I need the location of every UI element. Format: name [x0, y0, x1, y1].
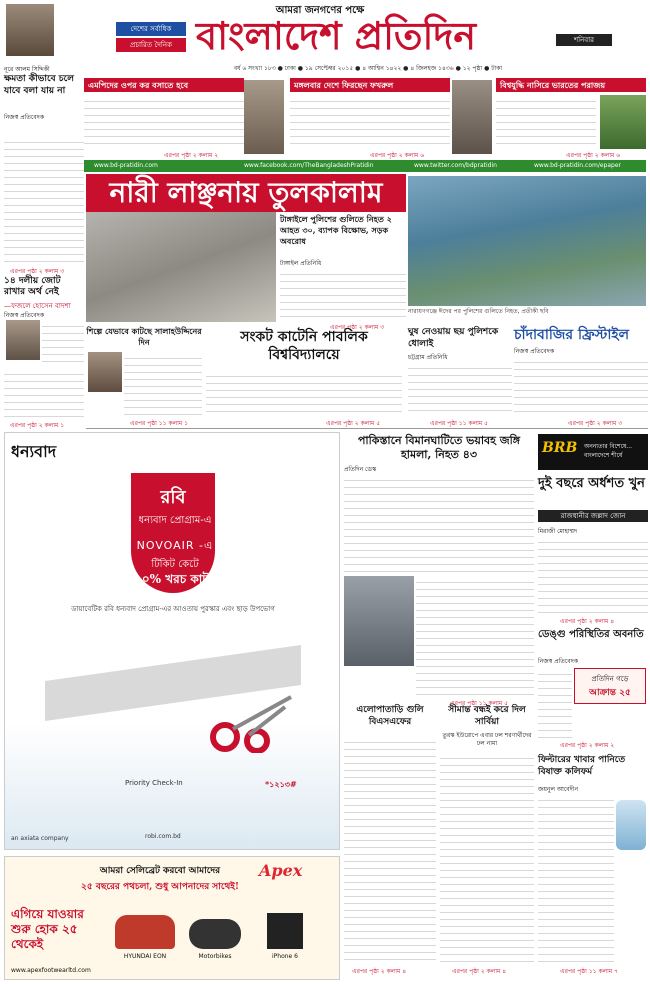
top-story-1-headline: এমপিদের ওপর কর বসাতে হবে	[84, 78, 244, 92]
robi-hotline: *১২১৩#	[265, 779, 297, 789]
jote-more: এরপর পৃষ্ঠা ২ কলাম ১	[10, 422, 65, 429]
pakistan-byline: প্রতিদিন ডেস্ক	[344, 466, 377, 473]
apex-prize-phone-image	[267, 913, 303, 949]
robi-site: robi.com.bd	[145, 833, 181, 840]
dengue-byline: নিজস্ব প্রতিবেদক	[538, 658, 579, 665]
columnist-headline: ক্ষমতা কীভাবে চলে যাবে বলা যায় না	[4, 74, 74, 96]
khun-more: এরপর পৃষ্ঠা ২ কলাম ৪	[560, 618, 615, 625]
elopathari-more: এরপর পৃষ্ঠা ২ কলাম ৪	[352, 968, 407, 975]
weekday: শনিবার	[556, 34, 612, 46]
apex-site[interactable]: www.apexfootwearltd.com	[11, 967, 91, 974]
top-story-1-more: এরপর পৃষ্ঠা ২ কলাম ২	[164, 152, 219, 159]
filter-byline: জয়নুল আবেদীন	[538, 786, 579, 793]
scissors-icon	[205, 693, 295, 753]
top-story-2-body	[290, 95, 450, 149]
mp-photo	[244, 80, 284, 154]
robi-program: ধন্যবাদ প্রোগ্রাম-এ	[138, 515, 212, 526]
web-link-epaper[interactable]: www.bd-pratidin.com/epaper	[534, 162, 621, 169]
cricketer-photo	[600, 95, 646, 149]
simanto-headline: সীমান্ত বন্ধই করে দিল সার্বিয়া	[448, 705, 526, 727]
shilpo-headline: শিল্পে যেভাবে কাটছে সালাহউদ্দিনের দিন	[86, 326, 202, 347]
salahuddin-photo	[88, 352, 122, 392]
web-link-twitter[interactable]: www.twitter.com/bdpratidin	[414, 162, 497, 169]
apex-prize-bike: Motorbikes	[198, 953, 232, 960]
chandabaji-body	[514, 356, 648, 416]
web-bar	[84, 160, 646, 172]
lead-photo-caption: নারায়ণগঞ্জে ঈদের পর পুলিশের গুলিতে নিহত, প্রতীকী ছবি	[408, 308, 549, 315]
top-story-1-body	[84, 95, 244, 149]
dateline: বর্ষ ৬ সংখ্যা ১৮৩ ● ঢাকা ● ১৯ সেপ্টেম্বর ২০১৫ ● ৪ আশ্বিন ১৪২২ ● ৪ জিলহজ ১৪৩৬ ● ১২ পৃষ্ঠা ● টাকা	[233, 65, 503, 72]
columnist-photo	[6, 4, 54, 56]
web-link-facebook[interactable]: www.facebook.com/TheBangladeshPratidin	[244, 162, 374, 169]
university-body	[206, 370, 402, 416]
axiata: an axiata company	[11, 835, 69, 842]
fakhrul-photo	[452, 80, 492, 154]
brtc-logo: BRB	[542, 440, 578, 456]
columnist-name: নূরে আলম সিদ্দিকী	[4, 66, 50, 73]
divider-row-2	[86, 428, 648, 429]
water-jar-photo	[616, 800, 646, 850]
khun-tag: রাজধানীর জল্লাদ জোন	[538, 510, 648, 522]
pakistan-body	[344, 474, 534, 574]
badsha-photo	[6, 320, 40, 360]
novoair-label: NOVOAIR -এ	[136, 539, 214, 552]
simanto-more: এরপর পৃষ্ঠা ২ কলাম ৪	[452, 968, 507, 975]
simanto-body	[440, 752, 534, 962]
jote-body-2	[4, 368, 84, 418]
lead-headline: নারী লাঞ্ছনায় তুলকালাম	[86, 174, 406, 212]
apex-prize-bike-image	[189, 919, 241, 949]
robi-brand: রবি	[160, 487, 186, 508]
badge-bottom: প্রচারিত দৈনিক	[116, 38, 186, 52]
elopathari-body	[344, 736, 436, 962]
lead-body	[280, 268, 406, 320]
university-headline: সংকট কাটেনি পাবলিক বিশ্ববিদ্যালয়ে	[240, 329, 368, 363]
filter-body	[538, 794, 614, 964]
robi-fine-print: ডায়াবেটিক রবি ধন্যবাদ প্রোগ্রাম-এর আওতায় পুরস্কার এবং ছাড় উপভোগ	[71, 605, 275, 613]
top-story-3-headline: বিশ্বযুদ্ধি নাসিরে ভারতের পরাজয়	[496, 78, 646, 92]
filter-headline: ফিল্টারের খাবার পানিতে বিষাক্ত কলিফর্ম	[538, 755, 626, 777]
columnist-byline: নিজস্ব প্রতিবেদক	[4, 114, 45, 121]
pakistan-headline: পাকিস্তানে বিমানঘাটিতে ভয়াবহ জঙ্গি হামলা, নিহত ৪৩	[357, 434, 521, 461]
apex-ad	[4, 856, 340, 980]
pakistan-photo	[344, 576, 414, 666]
dengue-box-value: আক্রান্ত ২৫	[589, 688, 631, 698]
top-story-2-more: এরপর পৃষ্ঠা ২ কলাম ৬	[370, 152, 425, 159]
apex-line2: ২৫ বছরের পথচলা, শুধু আপনাদের সাথেই!	[81, 882, 239, 892]
left-story-more: এরপর পৃষ্ঠা ২ কলাম ৩	[10, 268, 65, 275]
ghush-body	[408, 362, 512, 416]
dengue-box-label: প্রতিদিন গড়ে	[591, 675, 629, 683]
top-story-3	[496, 78, 646, 158]
shilpo-body	[124, 352, 202, 416]
masthead	[0, 0, 650, 64]
dengue-headline: ডেঙ্গু পরিস্থিতির অবনতি	[538, 629, 644, 640]
top-story-3-body	[496, 95, 596, 149]
tagline: আমরা জনগণের পক্ষে	[275, 5, 365, 16]
lead-more: এরপর পৃষ্ঠা ২ কলাম ৩	[330, 324, 385, 331]
khun-headline: দুই বছরে অর্ধশত খুন	[538, 476, 645, 491]
ghush-headline: ঘুষ নেওয়ায় ছয় পুলিশকে ধোলাই	[408, 327, 499, 349]
badge-top: দেশের সর্বাধিক	[116, 22, 186, 36]
jote-sub: —ফজলে হোসেন বাদশা	[4, 302, 71, 310]
dengue-box	[574, 668, 646, 704]
filter-more: এরপর পৃষ্ঠা ১১ কলাম ৭	[560, 968, 619, 975]
pakistan-more: এরপর পৃষ্ঠা ১১ কলাম ৫	[450, 700, 509, 707]
chandabaji-headline: চাঁদাবাজির ফ্রিস্টাইল	[514, 327, 630, 343]
apex-slogan: এগিয়ে যাওয়ার শুরু হোক ২৫ থেকেই	[11, 907, 84, 951]
priority-checkin: Priority Check-In	[125, 779, 183, 787]
chandabaji-more: এরপর পৃষ্ঠা ২ কলাম ৩	[568, 420, 623, 427]
top-story-3-more: এরপর পৃষ্ঠা ২ কলাম ৬	[566, 152, 621, 159]
chandabaji-byline: নিজস্ব প্রতিবেদক	[514, 348, 555, 355]
khun-byline: মিরাজী মোহাম্মদ	[538, 528, 578, 535]
apex-line1: আমরা সেলিব্রেট করবো আমাদের	[99, 866, 221, 876]
robi-offer-2: ১০% খরচ কাটুন	[134, 572, 216, 586]
robi-thanks: ধন্যবাদ	[11, 442, 57, 461]
top-story-2-headline: মঙ্গলবার দেশে ফিরছেন ফখরুল	[290, 78, 450, 92]
jote-body	[42, 320, 84, 368]
apex-prize-phone: iPhone 6	[272, 953, 298, 960]
dengue-body	[538, 668, 572, 738]
apex-logo: Apex	[259, 861, 303, 880]
shilpo-more: এরপর পৃষ্ঠা ১১ কলাম ১	[130, 420, 189, 427]
web-link-site[interactable]: www.bd-pratidin.com	[94, 162, 158, 169]
columnist-box	[4, 64, 80, 134]
pakistan-body-2	[416, 576, 534, 696]
brtc-ad	[538, 434, 648, 470]
jote-headline: ১৪ দলীয় জোট রাখার অর্থ নেই	[4, 276, 61, 297]
elopathari-headline: এলোপাতাড়ি গুলি বিএসএফের	[356, 705, 424, 727]
robi-offer-1: টিকিট কেটে	[151, 559, 199, 570]
newspaper-title: বাংলাদেশ প্রতিদিন	[196, 13, 477, 58]
lead-photo-left	[86, 212, 276, 322]
khun-body	[538, 536, 648, 614]
lead-photo-boats	[408, 176, 646, 306]
simanto-sub: তুরস্ক ইউরোপে এবার ঢল শরণার্থীদের ঢল নামা	[442, 732, 532, 747]
jote-byline: নিজস্ব প্রতিবেদক	[4, 312, 45, 319]
top-story-2	[290, 78, 450, 158]
top-story-1	[84, 78, 244, 158]
lead-byline: টাঙ্গাইল প্রতিনিধি	[280, 260, 322, 267]
dengue-more: এরপর পৃষ্ঠা ২ কলাম ২	[560, 742, 615, 749]
left-story-body	[4, 136, 84, 264]
ghush-more: এরপর পৃষ্ঠা ১১ কলাম ৫	[430, 420, 489, 427]
apex-prize-car: HYUNDAI EON	[123, 953, 167, 960]
lead-subhead: টাঙ্গাইলে পুলিশের গুলিতে নিহত ২ আহত ৩০, ব্যাপক বিক্ষোভ, সড়ক অবরোধ	[280, 214, 392, 246]
apex-prize-car-image	[115, 915, 175, 949]
robi-ad	[4, 432, 340, 850]
ghush-byline: চট্টগ্রাম প্রতিনিধি	[408, 354, 448, 361]
university-more: এরপর পৃষ্ঠা ২ কলাম ৫	[326, 420, 381, 427]
brtc-slogan: অনন্যতার বিশেষে... বাংলাদেশে শীর্ষে	[584, 443, 633, 459]
